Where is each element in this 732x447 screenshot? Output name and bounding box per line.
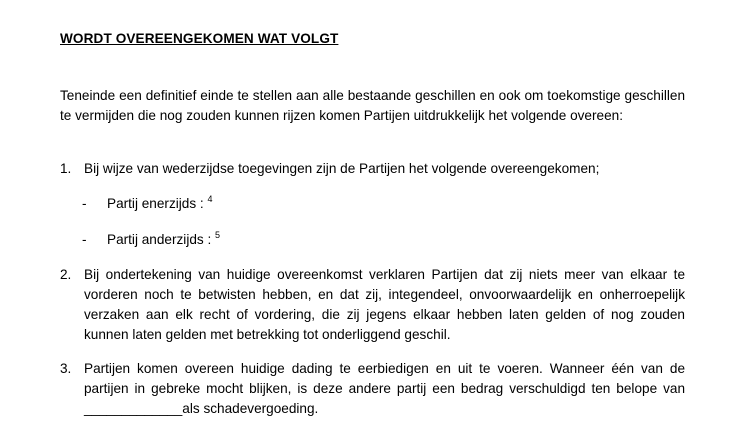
footnote-ref: 5	[215, 230, 221, 240]
item-number: 3.	[60, 361, 72, 376]
sub-item-party-one	[82, 194, 213, 214]
item-text: Bij ondertekening van huidige overeenkomst verklaren Partijen dat zij niets meer van elkaar te vorderen noch te betwisten hebben, en dat zij, integendeel, onvoorwaardelijk en onherroepelijk verzaken aan elk recht of vordering, die zij jegens elkaar hebben laten gelden of nog zouden kunnen laten gelden met betrekking tot onderliggend geschil.	[84, 267, 685, 342]
sub-item-party-two	[82, 230, 220, 250]
item-number: 1.	[60, 161, 72, 176]
item-text	[84, 359, 685, 419]
amount-blank-line: _____________	[84, 401, 183, 416]
item-number: 2.	[60, 267, 72, 282]
item-text: Bij wijze van wederzijdse toegevingen zijn de Partijen het volgende overeengekomen;	[84, 161, 600, 176]
party-label: Partij anderzijds :	[107, 232, 216, 247]
item-text-after-blank: als schadevergoeding.	[182, 401, 319, 416]
list-item-2	[60, 265, 685, 345]
sub-item-text	[107, 196, 213, 211]
footnote-ref: 4	[207, 194, 213, 204]
item-text-before-blank: Partijen komen overeen huidige dading te eerbiedigen en uit te voeren. Wanneer één van de partijen in gebreke mocht blijken, is deze andere partij een bedrag verschuldigd ten belope van	[84, 361, 685, 396]
party-label: Partij enerzijds :	[107, 196, 208, 211]
intro-paragraph: Teneinde een definitief einde te stellen aan alle bestaande geschillen en ook om toekomstige geschillen te vermijden die nog zouden kunnen rijzen komen Partijen uitdrukkelijk het volgende overeen:	[60, 88, 685, 123]
dash-bullet: -	[82, 196, 87, 211]
list-item-3	[60, 359, 685, 419]
list-item-1	[60, 159, 685, 179]
document-heading: WORDT OVEREENGEKOMEN WAT VOLGT	[60, 31, 339, 46]
sub-item-text	[107, 232, 220, 247]
dash-bullet: -	[82, 232, 87, 247]
